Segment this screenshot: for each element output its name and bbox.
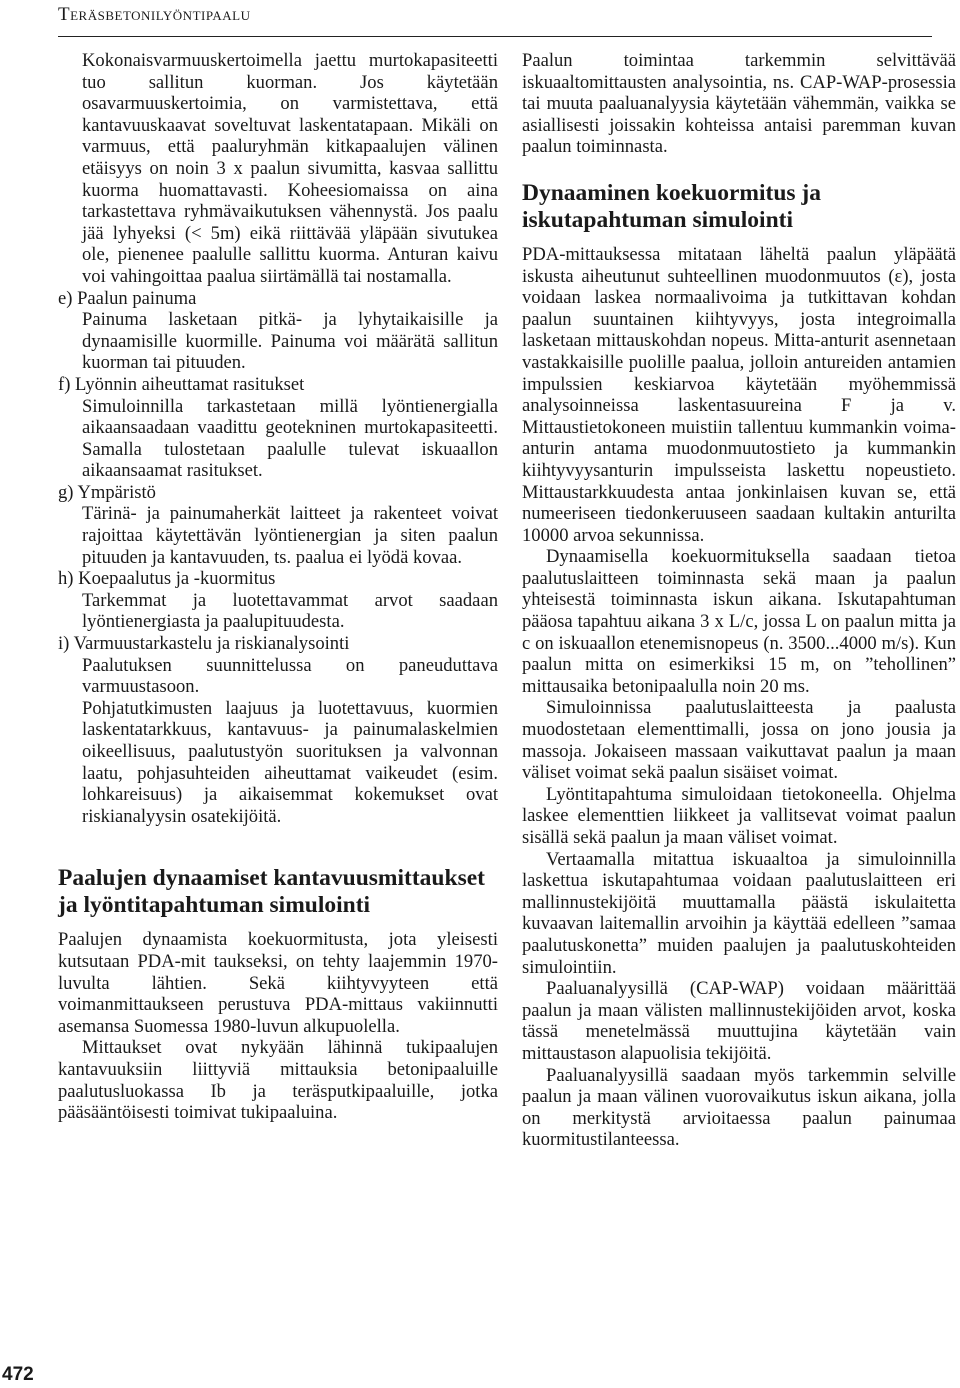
body-paragraph: PDA-mittauksessa mitataan läheltä paalun yläpäätä iskusta aiheutunut suhteellinen muodonmuutos (ε), josta voidaan laskea normaalivoima ja tutkittavan kohdan paalun suuntainen kiihtyvyys, josta integroimalla lasketaan mittauskohdan nopeus. Mitta-anturit asennetaan vastakkaisille puolille paalua, jolloin antureiden antamien impulssien keskiarvoa käytetään myöhemmissä analysoinneissa laskentasuureina F ja v. Mittaustietokoneen muistiin tallentuu kummankin voima-anturin antama muodonmuutostieto ja kummankin kiihtyvyysanturin impulsseista laskettu nopeustieto. Mittaustarkkuudesta antaa jonkinlaisen kuvan se, että numeeriseen tiedonkeruuseen saadaan kultakin anturilta 10000 arvoa sekunnissa. xyxy=(522,243,956,546)
list-item-i xyxy=(58,633,498,827)
list-item-h xyxy=(58,568,498,633)
left-column xyxy=(58,50,498,1124)
list-item-heading: h) Koepaalutus ja -kuormitus xyxy=(58,568,276,590)
list-item-f xyxy=(58,374,498,482)
header-rule xyxy=(58,36,932,37)
list-item-heading: i) Varmuustarkastelu ja riskianalysointi xyxy=(58,633,350,655)
body-paragraph: Dynaamisella koekuormituksella saadaan tietoa paalutuslaitteen toiminnasta sekä maan ja paalun yhteisestä toiminnasta iskun aikana. Iskutapahtuman pääosa tapahtuu aikana 3 x L/c, jossa L on paalun mitta ja c on iskuaallon etenemisnopeus (n. 3500...4000 m/s). Kun paalun mitta on esimerkiksi 15 m, on ”tehollinen” mittausaika betonipaalulla noin 20 ms. xyxy=(522,546,956,697)
list-item-body: Tarkemmat ja luotettavammat arvot saadaan lyöntienergiasta ja paalupituudesta. xyxy=(82,589,498,633)
body-paragraph: Lyöntitapahtuma simuloidaan tietokoneella. Ohjelma laskee elementtien liikkeet ja vallitsevat voimat paalun sisällä sekä paalun ja maan väliset voimat. xyxy=(522,783,956,848)
body-paragraph: Simuloinnissa paalutuslaitteesta ja paalusta muodostetaan elementtimalli, jossa on jono jousia ja massoja. Jokaiseen massaan vaikuttavat paalun ja maan väliset voimat sekä paalun sisäiset voimat. xyxy=(522,697,956,784)
intro-block xyxy=(58,50,498,288)
list-item-body: Painuma lasketaan pitkä- ja lyhytaikaisille ja dynaamisille kuormille. Painuma voi määrätä sallitun kuorman tai pituuden. xyxy=(82,309,498,374)
list-item-heading: e) Paalun painuma xyxy=(58,287,197,309)
list-item-body: Paalutuksen suunnittelussa on paneuduttava varmuustasoon. xyxy=(82,654,498,698)
body-paragraph: Paaluanalyysillä (CAP-WAP) voidaan määrittää paalun ja maan välisten mallinnustekijöiden arvot, koska tässä menetelmässä muuttujina käytetään vain mittaustason alapuolisia tekijöitä. xyxy=(522,978,956,1064)
intro-paragraph: Kokonaisvarmuuskertoimella jaettu murtokapasiteetti tuo sallitun kuorman. Jos käytetään osavarmuuskertoimia, on varmistettava, että kantavuuskaavat soveltuvat laskentatapaan. Mikäli on varmuus, että paaluryhmän kitkapaalujen välinen etäisyys on noin 3 x paalun sivumitta, kasvaa sallittu kuorma huomattavasti. Koheesiomaissa on aina tarkastettava ryhmävaikutuksen vähennystä. Jos paalu jää lyhyeksi (< 5m) eikä riittävää yläpään sivutukea ole, pienenee paalulle sallittu kuorma. Anturan kaivu voi vahingoittaa paalua siirtämällä tai nostamalla. xyxy=(82,50,498,287)
intro-paragraph: Paalun toimintaa tarkemmin selvittävää iskuaaltomittausten analysointia, ns. CAP-WAP-prosessia tai muuta paaluanalyysia käytetään vähemmän, vaikka se asiallisesti joissakin kohteissa antaisi paremman kuvan paalun toiminnasta. xyxy=(522,50,956,158)
list-item-heading: f) Lyönnin aiheuttamat rasitukset xyxy=(58,373,305,395)
list-item-heading: g) Ympäristö xyxy=(58,481,156,503)
section-heading: Dynaaminen koekuormitus ja iskutapahtuman simulointi xyxy=(522,179,822,233)
list-item-g xyxy=(58,482,498,568)
page-number: 472 xyxy=(2,1364,34,1385)
list-item-body: Simuloinnilla tarkastetaan millä lyöntienergialla aikaansaadaan vaadittu geotekninen murtokapasiteetti. Samalla tulostetaan paalulle tulevat iskuaallon aikaansaamat rasitukset. xyxy=(82,395,498,482)
body-paragraph: Mittaukset ovat nykyään lähinnä tukipaalujen kantavuuksiin liittyviä mittauksia betonipaaluille paalutusluokassa Ib ja teräsputkipaaluille, jotka pääsääntöisesti toimivat tukipaaluina. xyxy=(58,1037,498,1124)
body-paragraph: Vertaamalla mitattua iskuaaltoa ja simuloinnilla laskettua iskutapahtumaa voidaan paalutuslaitteen eri mallinnustekijöitä muuttamalla päästä iskulaitetta kuvaavan laitemallin arvoihin ja käyttää edelleen ”samaa paalutuskonetta” muiden paalujen ja paalutuskohteiden simulointiin. xyxy=(522,848,956,978)
running-title: Teräsbetonilyöntipaalu xyxy=(58,4,251,25)
section-heading: Paalujen dynaamiset kantavuusmittaukset ja lyöntitapahtuman simulointi xyxy=(58,865,485,919)
page-margin xyxy=(0,0,46,1388)
list-item-body: Tärinä- ja painumaherkät laitteet ja rakenteet voivat rajoittaa käytettävän lyöntienergian ja siten paalun pituuden ja kantavuuden, ts. paalua ei lyödä kovaa. xyxy=(82,503,498,568)
list-item-e xyxy=(58,288,498,374)
right-column xyxy=(522,50,956,1151)
body-paragraph: Paaluanalyysillä saadaan myös tarkemmin selville paalun ja maan välinen vuorovaikutus iskun aikana, jolla on merkitystä arvioitaessa paalun painumaa kuormitustilanteessa. xyxy=(522,1064,956,1151)
body-paragraph: Paalujen dynaamista koekuormitusta, jota yleisesti kutsutaan PDA-mit taukseksi, on tehty laajemmin 1970-luvulta lähtien. Sekä kiihtyvyyteen että voimanmittaukseen perustuva PDA-mittaus vakiinnutti asemansa Suomessa 1980-luvun alkupuolella. xyxy=(58,929,498,1037)
list-item-body: Pohjatutkimusten laajuus ja luotettavuus, kuormien laskentatarkkuus, kantavuus- ja painumalaskelmien oikeellisuus, paalutustyön suorituksen ja valvonnan laatu, pohjasuhteiden aiheuttamat vaikeudet (esim. lohkareisuus) ja aikaisemmat kokemukset ovat riskianalyysin osatekijöitä. xyxy=(82,697,498,827)
